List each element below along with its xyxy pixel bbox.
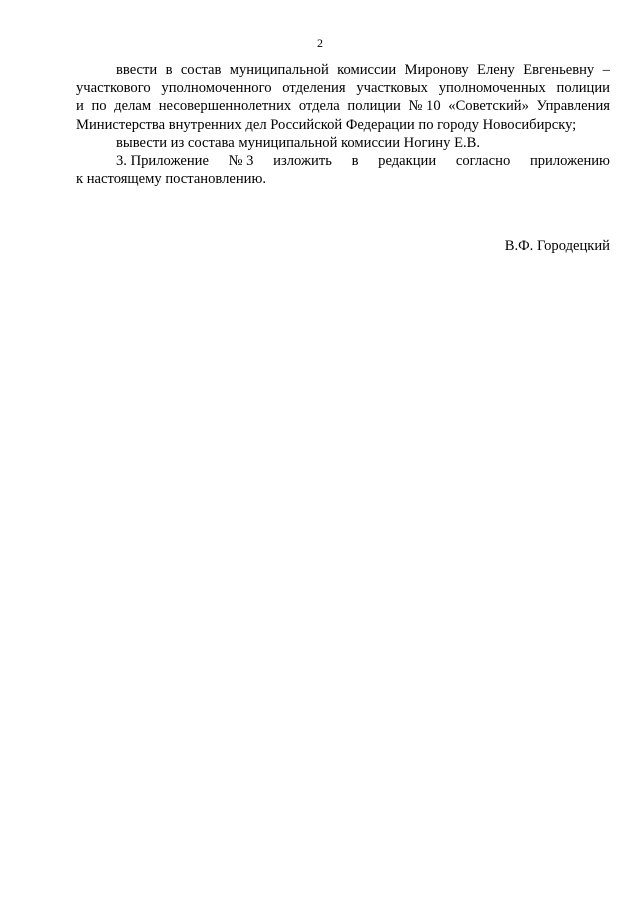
word: «Советский»: [448, 98, 529, 115]
word: полиции: [347, 98, 401, 115]
paragraph-appendix-line-2: к настоящему постановлению.: [76, 171, 267, 188]
word: в: [351, 153, 359, 170]
word: по: [91, 98, 107, 115]
document-body: [76, 61, 610, 188]
word: приложению: [529, 153, 610, 170]
word: несовершеннолетних: [158, 98, 292, 115]
paragraph-add-member-line-2: [76, 79, 610, 97]
word: участкового: [76, 80, 151, 97]
paragraph-add-member: [76, 61, 610, 134]
word: участковых: [356, 80, 428, 97]
word: –: [602, 62, 610, 78]
word: отделения: [282, 80, 346, 97]
paragraph-appendix-line-1: [76, 152, 610, 170]
word: Елену: [477, 62, 515, 78]
paragraph-remove-member: [76, 134, 610, 152]
word: редакции: [378, 153, 437, 170]
word: Управления: [536, 98, 610, 115]
paragraph-appendix: [76, 152, 610, 188]
word: Евгеньевну: [523, 62, 595, 78]
word: № 3: [228, 153, 254, 170]
paragraph-remove-member-line-1: вывести из состава муниципальной комиссии Ногину Е.В.: [116, 134, 481, 151]
word: изложить: [273, 153, 332, 170]
word: и: [76, 98, 84, 115]
word: Миронову: [404, 62, 469, 78]
word: муниципальной: [229, 62, 329, 78]
paragraph-add-member-line-4: Министерства внутренних дел Российской Федерации по городу Новосибирску;: [76, 116, 577, 133]
word: состав: [180, 62, 222, 78]
word: в: [165, 62, 173, 78]
word: уполномоченных: [438, 80, 546, 97]
page-number: 2: [317, 36, 323, 50]
signature-name: В.Ф. Городецкий: [504, 238, 610, 254]
word: уполномоченного: [161, 80, 272, 97]
paragraph-add-member-line-1: [76, 61, 610, 79]
word: комиссии: [337, 62, 397, 78]
word: № 10: [408, 98, 441, 115]
word: делам: [114, 98, 152, 115]
word: 3. Приложение: [116, 153, 209, 170]
word: отдела: [298, 98, 340, 115]
paragraph-add-member-line-3: [76, 97, 610, 115]
word: согласно: [455, 153, 511, 170]
word: полиции: [556, 80, 610, 97]
word: ввести: [116, 62, 158, 78]
